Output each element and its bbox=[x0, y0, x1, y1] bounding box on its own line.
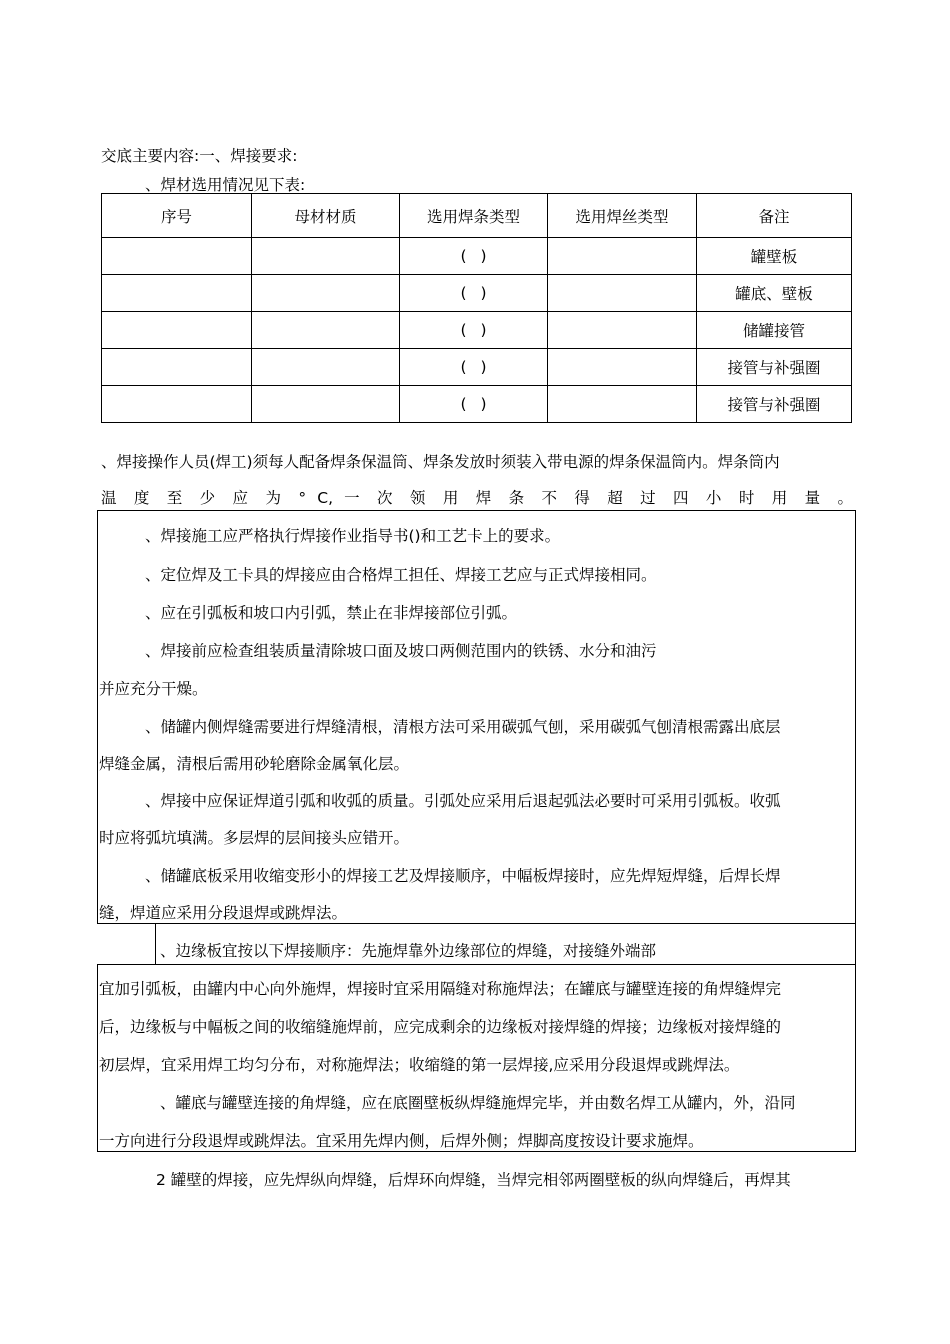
paren-close: ) bbox=[480, 395, 487, 413]
req-paragraph: 时应将弧坑填满。多层焊的层间接头应错开。 bbox=[99, 829, 410, 847]
table-row bbox=[102, 386, 852, 423]
table-header-row bbox=[102, 194, 852, 238]
cell-electrode bbox=[400, 349, 548, 386]
cell-seq bbox=[102, 386, 252, 423]
req-paragraph: 、储罐内侧焊缝需要进行焊缝清根，清根方法可采用碳弧气刨，采用碳弧气刨清根需露出底层 bbox=[145, 718, 781, 736]
operator-line-1: 、焊接操作人员(焊工)须每人配备焊条保温筒、焊条发放时须装入带电源的焊条保温筒内。焊条筒内 bbox=[101, 453, 780, 471]
cell-wire bbox=[548, 386, 697, 423]
req-paragraph: 焊缝金属，清根后需用砂轮磨除金属氧化层。 bbox=[99, 755, 410, 773]
cell-electrode bbox=[400, 386, 548, 423]
cell-base-material bbox=[252, 349, 400, 386]
cell-wire bbox=[548, 349, 697, 386]
section-heading: 交底主要内容:一、焊接要求: bbox=[101, 147, 298, 165]
cell-base-material bbox=[252, 312, 400, 349]
cell-note: 储罐接管 bbox=[697, 312, 852, 349]
cell-seq bbox=[102, 312, 252, 349]
req-paragraph: 、焊接中应保证焊道引弧和收弧的质量。引弧处应采用后退起弧法必要时可采用引弧板。收弧 bbox=[145, 792, 781, 810]
paren-close: ) bbox=[480, 247, 487, 265]
header-cell: 备注 bbox=[697, 194, 852, 238]
paren-open: ( bbox=[460, 321, 467, 339]
paren-open: ( bbox=[460, 395, 467, 413]
paren-open: ( bbox=[460, 358, 467, 376]
req-paragraph: 宜加引弧板，由罐内中心向外施焊，焊接时宜采用隔缝对称施焊法；在罐底与罐壁连接的角焊缝焊完 bbox=[99, 980, 782, 998]
cell-electrode bbox=[400, 312, 548, 349]
table-row bbox=[102, 275, 852, 312]
req-paragraph: 一方向进行分段退焊或跳焊法。宜采用先焊内侧，后焊外侧；焊脚高度按设计要求施焊。 bbox=[99, 1132, 704, 1150]
paren-open: ( bbox=[460, 284, 467, 302]
cell-base-material bbox=[252, 275, 400, 312]
req-paragraph: 、应在引弧板和坡口内引弧，禁止在非焊接部位引弧。 bbox=[145, 604, 518, 622]
operator-line-2: 温 度 至 少 应 为 ° C, 一 次 领 用 焊 条 不 得 超 过 四 小 时 用 量 。 bbox=[101, 489, 853, 507]
paren-close: ) bbox=[480, 358, 487, 376]
tank-wall-paragraph: 2 罐壁的焊接，应先焊纵向焊缝，后焊环向焊缝，当焊完相邻两圈壁板的纵向焊缝后，再焊其 bbox=[156, 1171, 791, 1189]
req-paragraph: 后，边缘板与中幅板之间的收缩缝施焊前，应完成剩余的边缘板对接焊缝的焊接；边缘板对接焊缝的 bbox=[99, 1018, 782, 1036]
req-paragraph: 、焊接施工应严格执行焊接作业指导书()和工艺卡上的要求。 bbox=[145, 527, 561, 545]
table-row bbox=[102, 238, 852, 275]
header-cell: 母材材质 bbox=[252, 194, 400, 238]
cell-electrode bbox=[400, 275, 548, 312]
req-paragraph: 缝，焊道应采用分段退焊或跳焊法。 bbox=[99, 904, 348, 922]
cell-wire bbox=[548, 275, 697, 312]
req-paragraph: 、罐底与罐壁连接的角焊缝，应在底圈壁板纵焊缝施焊完毕，并由数名焊工从罐内，外，沿同 bbox=[160, 1094, 796, 1112]
table-row bbox=[102, 312, 852, 349]
cell-base-material bbox=[252, 386, 400, 423]
cell-wire bbox=[548, 238, 697, 275]
cell-seq bbox=[102, 275, 252, 312]
req-paragraph: 、边缘板宜按以下焊接顺序：先施焊靠外边缘部位的焊缝，对接缝外端部 bbox=[160, 942, 657, 960]
cell-wire bbox=[548, 312, 697, 349]
req-paragraph: 初层焊，宜采用焊工均匀分布，对称施焊法；收缩缝的第一层焊接,应采用分段退焊或跳焊法。 bbox=[99, 1056, 740, 1074]
cell-electrode bbox=[400, 238, 548, 275]
cell-seq bbox=[102, 238, 252, 275]
paren-open: ( bbox=[460, 247, 467, 265]
cell-base-material bbox=[252, 238, 400, 275]
cell-note: 接管与补强圈 bbox=[697, 386, 852, 423]
table-caption: 、焊材选用情况见下表: bbox=[145, 176, 306, 194]
cell-note: 罐底、壁板 bbox=[697, 275, 852, 312]
paren-close: ) bbox=[480, 321, 487, 339]
cell-seq bbox=[102, 349, 252, 386]
table-row bbox=[102, 349, 852, 386]
header-cell: 序号 bbox=[102, 194, 252, 238]
header-cell: 选用焊丝类型 bbox=[548, 194, 697, 238]
req-paragraph: 、焊接前应检查组装质量清除坡口面及坡口两侧范围内的铁锈、水分和油污 bbox=[145, 642, 657, 660]
req-paragraph: 并应充分干燥。 bbox=[99, 680, 208, 698]
paren-close: ) bbox=[480, 284, 487, 302]
cell-note: 罐壁板 bbox=[697, 238, 852, 275]
welding-material-table bbox=[101, 193, 852, 423]
req-paragraph: 、定位焊及工卡具的焊接应由合格焊工担任、焊接工艺应与正式焊接相同。 bbox=[145, 566, 657, 584]
cell-note: 接管与补强圈 bbox=[697, 349, 852, 386]
header-cell: 选用焊条类型 bbox=[400, 194, 548, 238]
req-paragraph: 、储罐底板采用收缩变形小的焊接工艺及焊接顺序，中幅板焊接时，应先焊短焊缝，后焊长焊 bbox=[145, 867, 781, 885]
